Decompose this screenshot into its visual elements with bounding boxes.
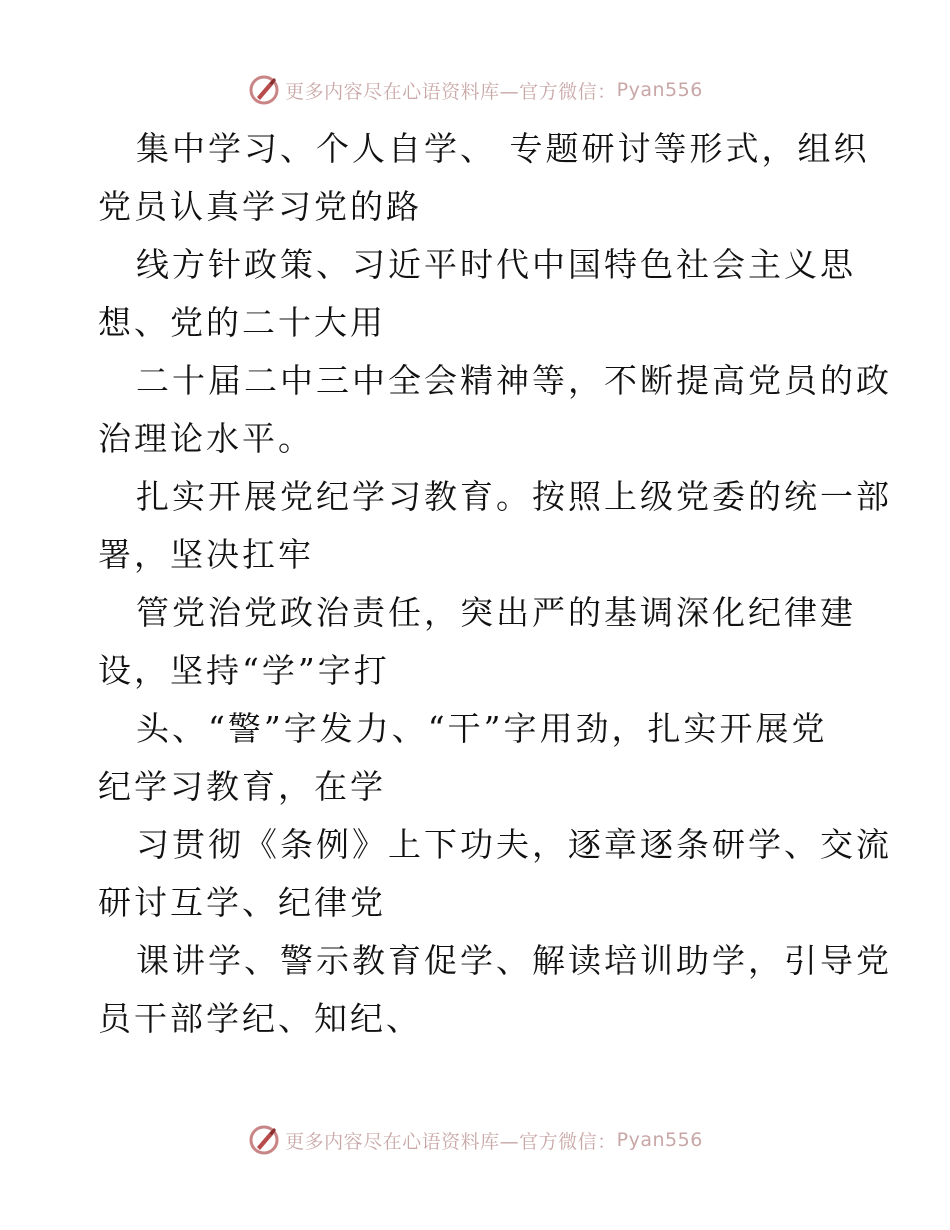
text-line: 集中学习、个人自学、 专题研讨等形式，组织 — [136, 129, 870, 168]
paragraph — [98, 352, 892, 468]
text-line: 线方针政策、习近平时代中国特色社会主义思 — [136, 245, 856, 284]
paragraph — [98, 468, 892, 584]
text-line: 管党治党政治责任，突出严的基调深化纪律建 — [136, 593, 856, 632]
header-watermark — [0, 70, 950, 110]
text-line: 党员认真学习党的路 — [98, 187, 422, 226]
text-line: 扎实开展党纪学习教育。按照上级党委的统一部 — [136, 477, 892, 516]
paragraph — [98, 816, 892, 932]
text-line: 署，坚决扛牢 — [98, 535, 314, 574]
document-body — [98, 120, 892, 1048]
paragraph — [98, 120, 870, 236]
watermark-text: 更多内容尽在心语资料库—官方微信： — [285, 80, 617, 103]
text-line: 纪学习教育，在学 — [98, 767, 386, 806]
watermark-text: 更多内容尽在心语资料库—官方微信： — [285, 1130, 617, 1153]
text-line: 头、“警”字发力、“干”字用劲，扎实开展党 — [136, 709, 828, 748]
text-line: 二十届二中三中全会精神等，不断提高党员的政 — [136, 361, 892, 400]
text-line: 治理论水平。 — [98, 419, 314, 458]
footer-watermark — [0, 1120, 950, 1160]
paragraph — [98, 236, 858, 352]
text-line: 想、党的二十大用 — [98, 303, 386, 342]
watermark-account: Pyan556 — [616, 1129, 703, 1151]
paragraph — [98, 700, 858, 816]
pen-logo-icon — [247, 1123, 281, 1157]
text-line: 员干部学纪、知纪、 — [98, 999, 422, 1038]
text-line: 课讲学、警示教育促学、解读培训助学，引导党 — [136, 941, 892, 980]
text-line: 研讨互学、纪律党 — [98, 883, 386, 922]
paragraph — [98, 584, 858, 700]
paragraph — [98, 932, 892, 1048]
watermark-account: Pyan556 — [616, 79, 703, 101]
text-line: 习贯彻《条例》上下功夫，逐章逐条研学、交流 — [136, 825, 892, 864]
text-line: 设，坚持“学”字打 — [98, 651, 390, 690]
pen-logo-icon — [247, 73, 281, 107]
